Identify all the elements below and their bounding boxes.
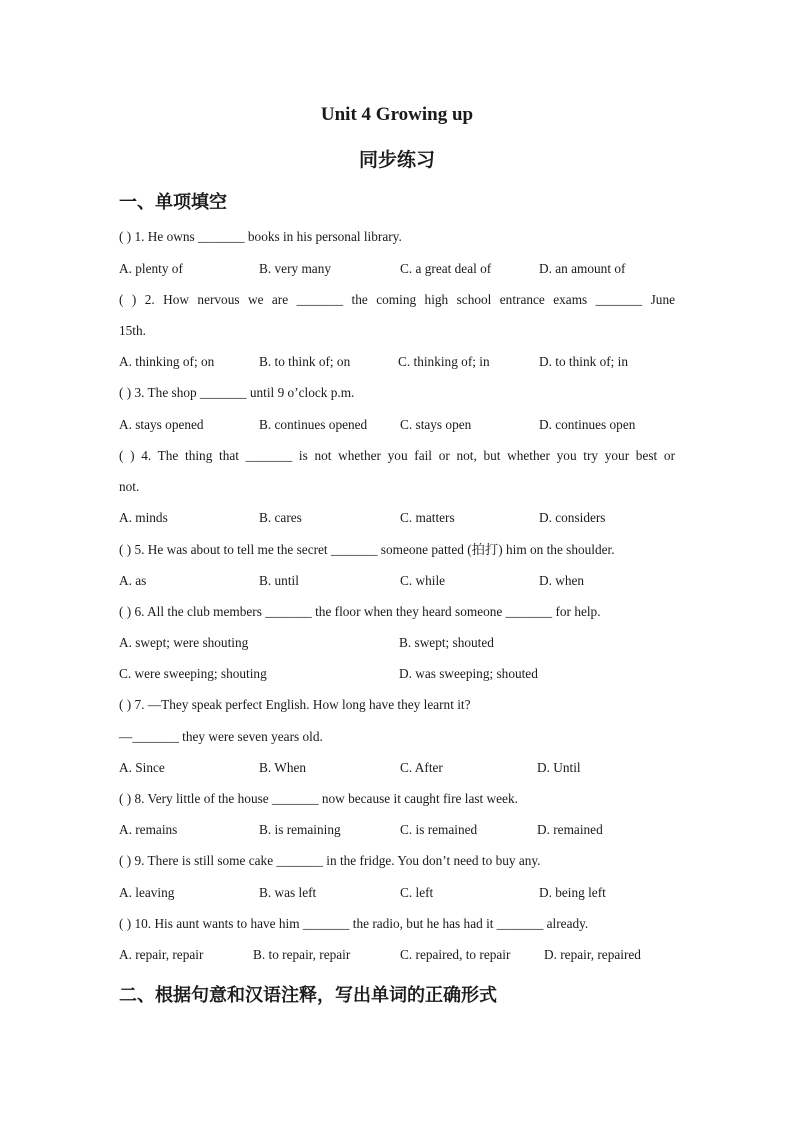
question-10-option-d: D. repair, repaired	[544, 947, 641, 962]
question-3: ( ) 3. The shop _______ until 9 o’clock p.m.	[119, 385, 355, 400]
question-3-option-d: D. continues open	[539, 417, 636, 432]
question-8-option-d: D. remained	[537, 822, 603, 837]
question-5-option-a: A. as	[119, 573, 147, 588]
question-7-option-d: D. Until	[537, 760, 581, 775]
question-10-option-b: B. to repair, repair	[253, 947, 351, 962]
question-7: ( ) 7. —They speak perfect English. How long have they learnt it?	[119, 697, 471, 712]
question-9-option-a: A. leaving	[119, 885, 175, 900]
question-9: ( ) 9. There is still some cake _______ in the fridge. You don’t need to buy any.	[119, 853, 541, 868]
question-7-option-b: B. When	[259, 760, 307, 775]
question-5-option-c: C. while	[400, 573, 446, 588]
question-9-option-b: B. was left	[259, 885, 317, 900]
question-6-option-c: C. were sweeping; shouting	[119, 666, 267, 681]
question-4-option-b: B. cares	[259, 510, 302, 525]
question-3-option-a: A. stays opened	[119, 417, 204, 432]
question-10-option-a: A. repair, repair	[119, 947, 204, 962]
question-4-option-c: C. matters	[400, 510, 455, 525]
question-8-option-a: A. remains	[119, 822, 178, 837]
question-5-option-d: D. when	[539, 573, 585, 588]
question-6-option-b: B. swept; shouted	[399, 635, 494, 650]
question-5: ( ) 5. He was about to tell me the secret _______ someone patted (拍打) him on the shoulder.	[119, 542, 615, 557]
question-1: ( ) 1. He owns _______ books in his personal library.	[119, 229, 402, 244]
question-10: ( ) 10. His aunt wants to have him _______ the radio, but he has had it _______ already.	[119, 916, 589, 931]
question-1-option-a: A. plenty of	[119, 261, 183, 276]
question-2-continued: 15th.	[119, 323, 146, 338]
question-3-option-c: C. stays open	[400, 417, 472, 432]
question-8-option-b: B. is remaining	[259, 822, 341, 837]
question-7-option-c: C. After	[400, 760, 443, 775]
question-8: ( ) 8. Very little of the house _______ now because it caught fire last week.	[119, 791, 518, 806]
question-8-option-c: C. is remained	[400, 822, 478, 837]
question-4: ( ) 4. The thing that _______ is not whether you fail or not, but whether you try your best or	[119, 448, 675, 463]
question-2-option-c: C. thinking of; in	[398, 354, 490, 369]
question-6-option-d: D. was sweeping; shouted	[399, 666, 538, 681]
section-heading-single-choice: 一、单项填空	[119, 192, 227, 212]
question-4-option-a: A. minds	[119, 510, 168, 525]
question-2-option-b: B. to think of; on	[259, 354, 351, 369]
question-7-option-a: A. Since	[119, 760, 165, 775]
question-6: ( ) 6. All the club members _______ the floor when they heard someone _______ for help.	[119, 604, 601, 619]
question-6-option-a: A. swept; were shouting	[119, 635, 249, 650]
question-10-option-c: C. repaired, to repair	[400, 947, 511, 962]
question-5-option-b: B. until	[259, 573, 299, 588]
question-2-option-a: A. thinking of; on	[119, 354, 215, 369]
question-7-continued: —_______ they were seven years old.	[119, 729, 323, 744]
question-2-option-d: D. to think of; in	[539, 354, 629, 369]
question-3-option-b: B. continues opened	[259, 417, 368, 432]
question-1-option-d: D. an amount of	[539, 261, 626, 276]
question-4-option-d: D. considers	[539, 510, 606, 525]
question-9-option-d: D. being left	[539, 885, 606, 900]
page-subtitle: 同步练习	[358, 150, 435, 171]
question-1-option-b: B. very many	[259, 261, 332, 276]
question-2: ( ) 2. How nervous we are _______ the coming high school entrance exams _______ June	[119, 292, 675, 307]
question-4-continued: not.	[119, 479, 140, 494]
question-9-option-c: C. left	[400, 885, 434, 900]
question-1-option-c: C. a great deal of	[400, 261, 492, 276]
page-title: Unit 4 Growing up	[320, 104, 474, 125]
section-heading-word-forms: 二、根据句意和汉语注释，写出单词的正确形式	[119, 985, 497, 1005]
